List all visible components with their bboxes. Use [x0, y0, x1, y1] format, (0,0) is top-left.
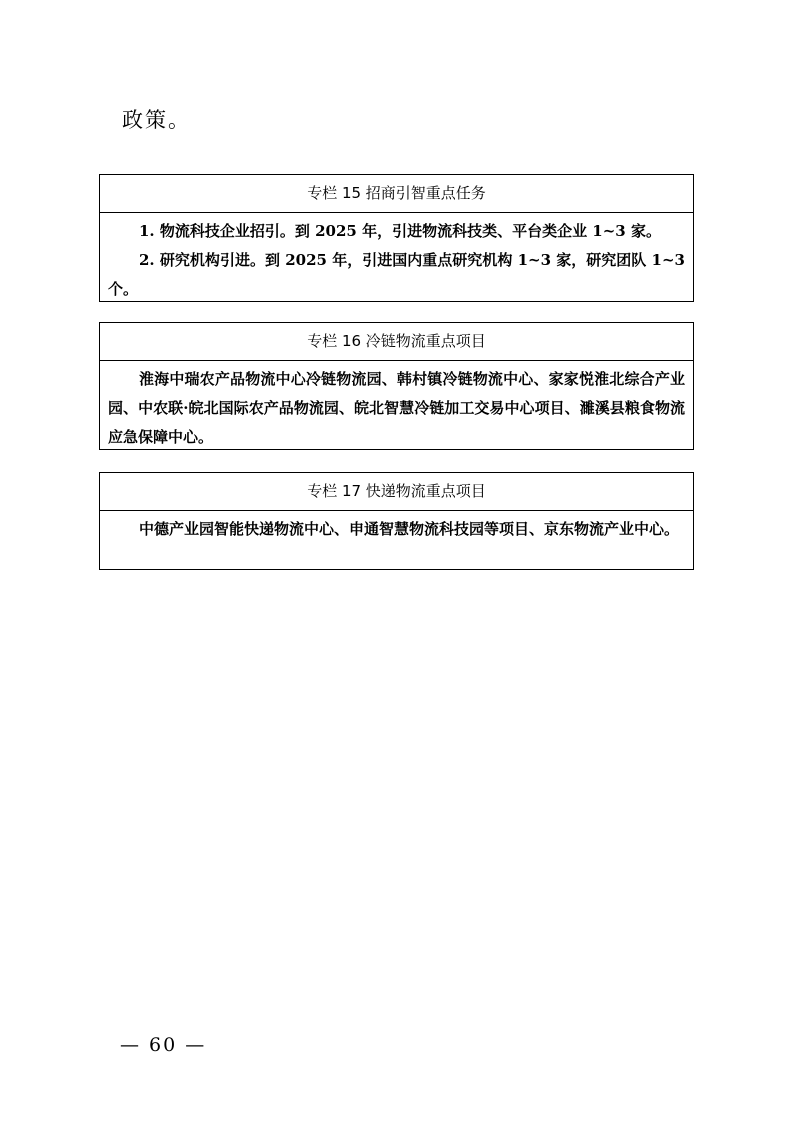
- task-item-2: 2. 研究机构引进。到 2025 年，引进国内重点研究机构 1~3 家，研究团队 1~3 个。: [108, 251, 685, 298]
- column-box-body: [100, 213, 693, 309]
- project-list: 中德产业园智能快递物流中心、申通智慧物流科技园等项目、京东物流产业中心。: [139, 520, 680, 538]
- lead-text: 政策。: [122, 108, 191, 132]
- task-item-1: 1. 物流科技企业招引。到 2025 年，引进物流科技类、平台类企业 1~3 家。: [139, 222, 661, 240]
- column-box-body: [100, 361, 693, 457]
- column-box-title: 专栏 16 冷链物流重点项目: [100, 323, 693, 361]
- project-list: 淮海中瑞农产品物流中心冷链物流园、韩村镇冷链物流中心、家家悦淮北综合产业园、中农联·皖北国际农产品物流园、皖北智慧冷链加工交易中心项目、濉溪县粮食物流应急保障中心。: [108, 370, 685, 446]
- column-box-16: [99, 322, 694, 450]
- column-box-15: [99, 174, 694, 302]
- column-box-title: 专栏 17 快递物流重点项目: [100, 473, 693, 511]
- column-box-body: [100, 511, 693, 549]
- page-number: — 60 —: [120, 1034, 207, 1056]
- column-box-title: 专栏 15 招商引智重点任务: [100, 175, 693, 213]
- column-box-17: [99, 472, 694, 570]
